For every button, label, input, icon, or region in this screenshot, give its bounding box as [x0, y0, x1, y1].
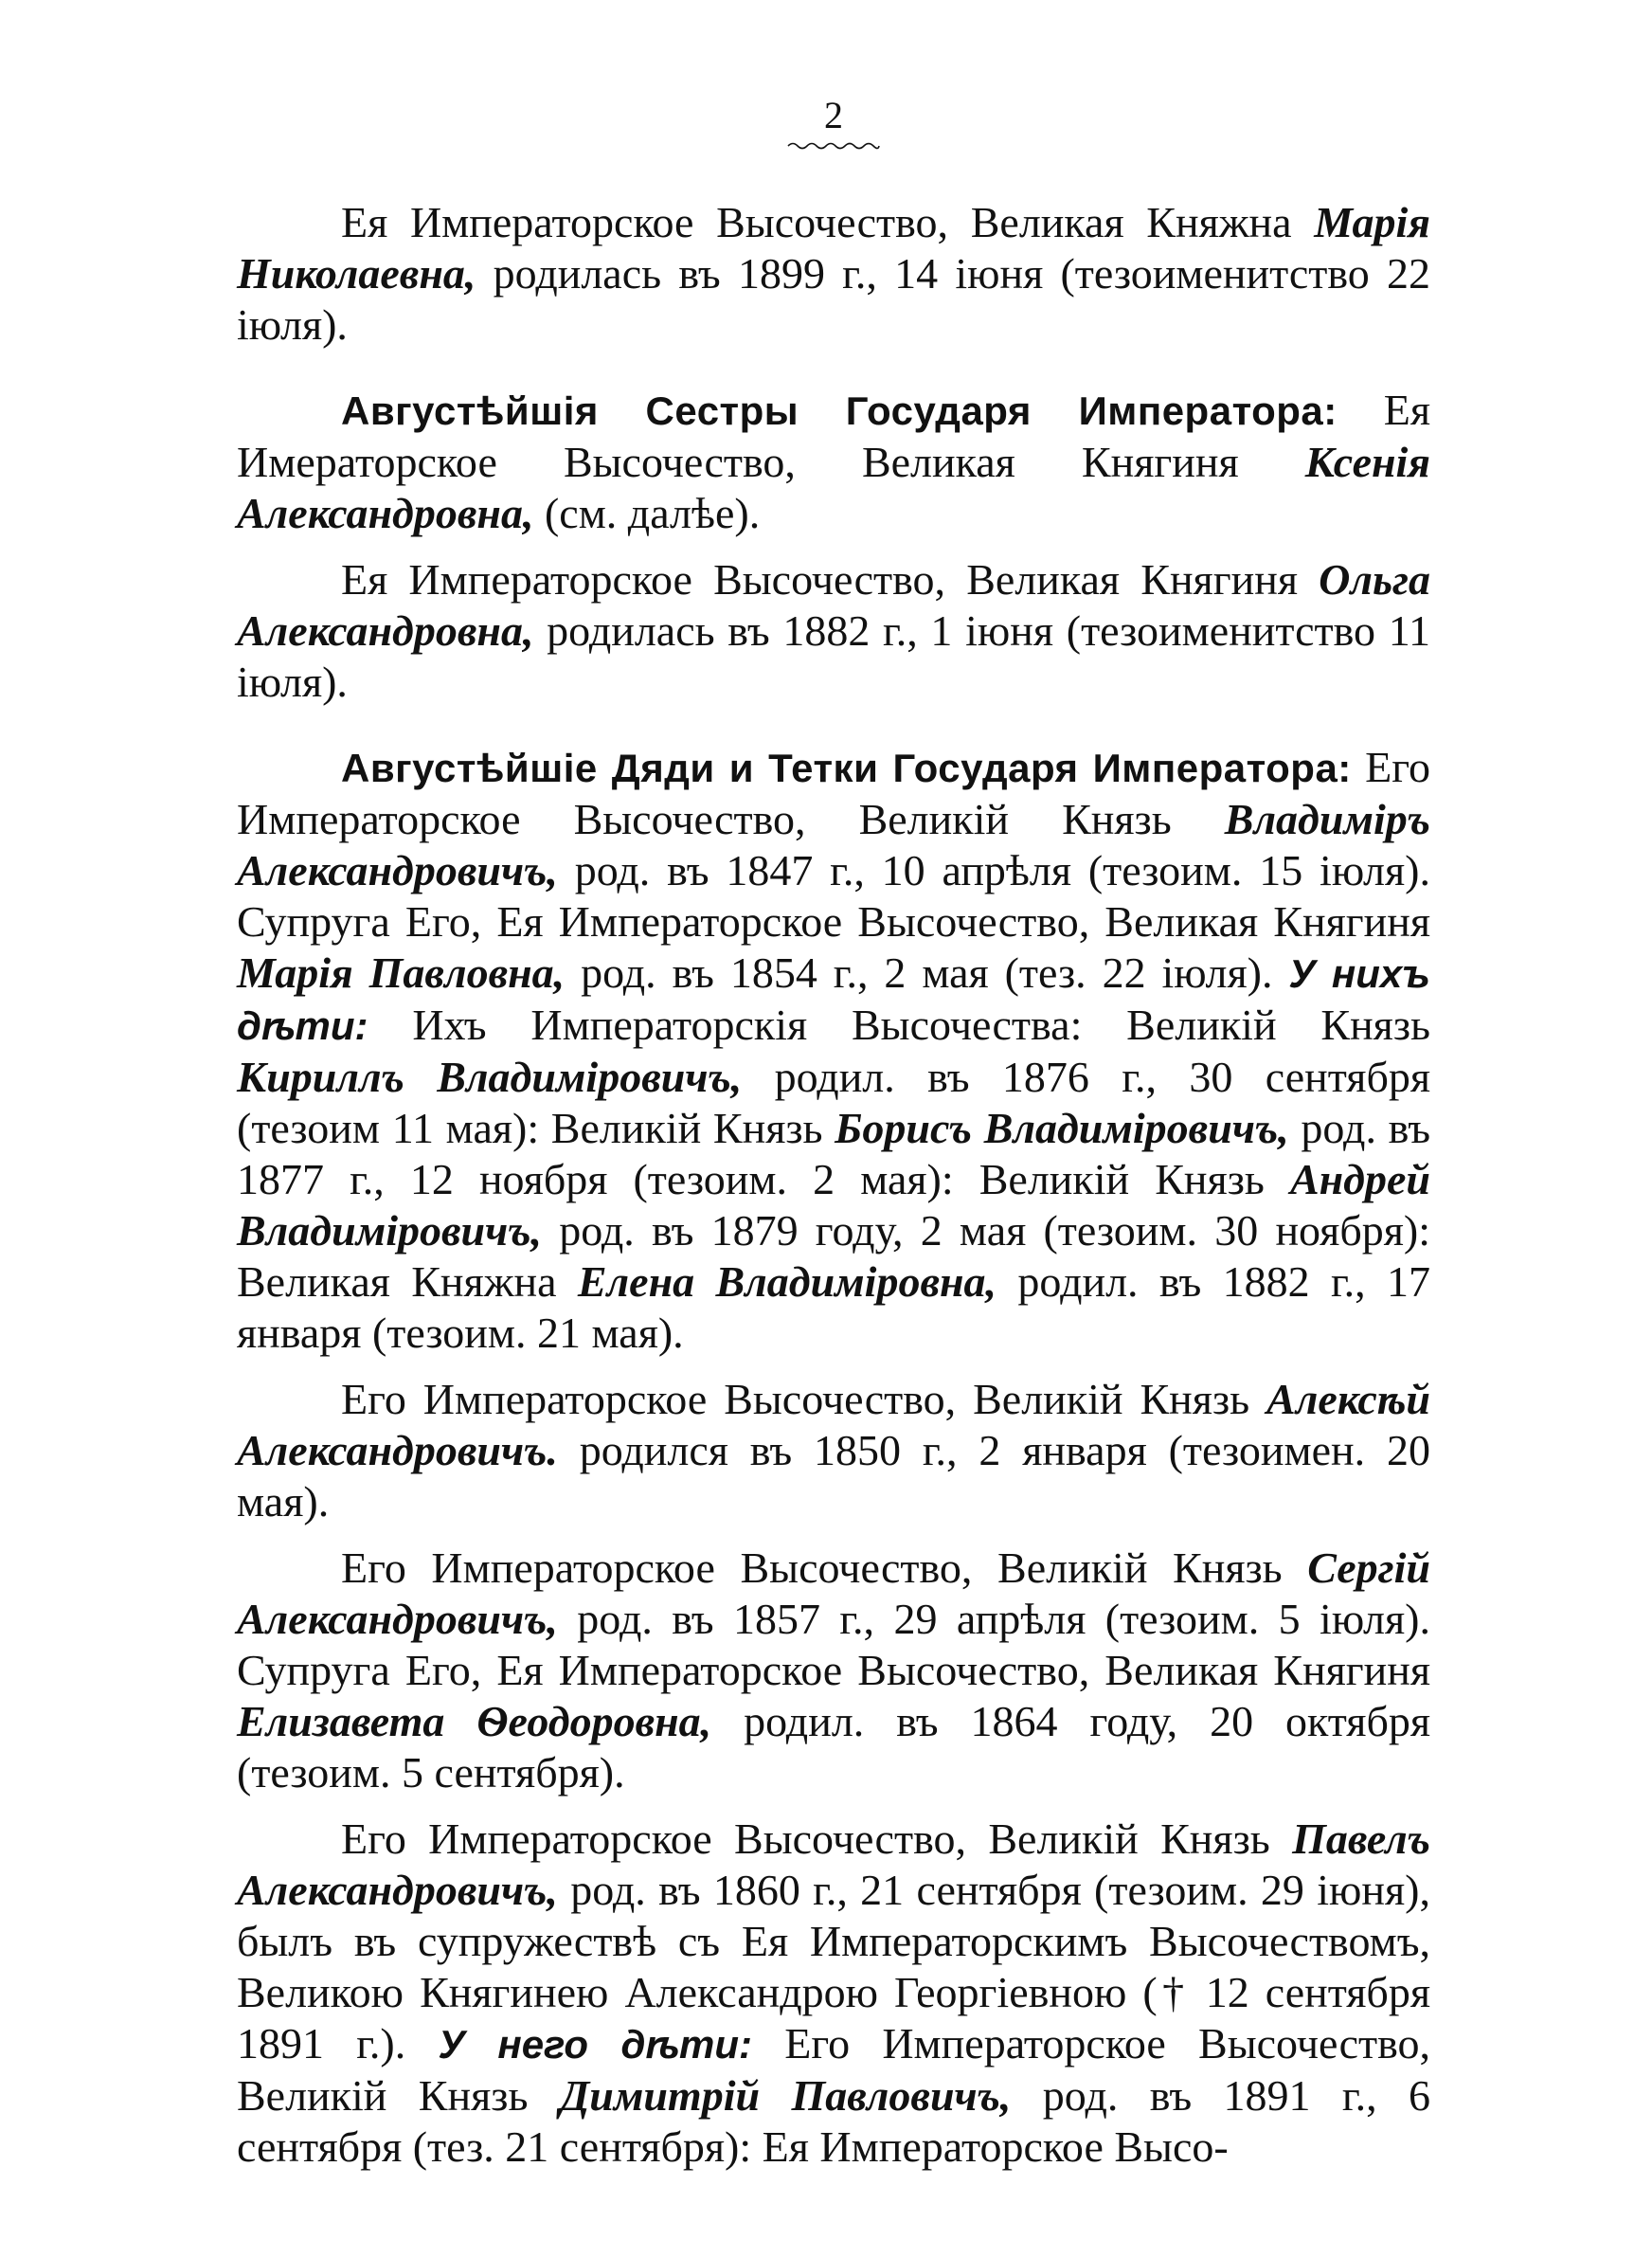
paragraph-text: родился въ 1850 г., 2 января (тезоимен. 20 мая).	[237, 1426, 1430, 1526]
wavy-ornament	[786, 140, 881, 152]
person-name: Павелъ Александровичъ,	[237, 1815, 1430, 1914]
paragraph-text: Ея Императорское Высочество, Великая Княжна	[341, 198, 1315, 246]
paragraph-text: Его Императорское Высочество, Великій Князь	[341, 1375, 1267, 1423]
person-name: Елизавета Ѳеодоровна,	[237, 1697, 712, 1745]
paragraph-text: род. въ 1879 году, 2 мая (тезоим. 30 ноября): Великая Княжна	[237, 1206, 1430, 1306]
paragraph-text: род. въ 1857 г., 29 апрѣля (тезоим. 5 іюля). Супруга Его, Ея Императорское Высочество, Великая Княгиня	[237, 1595, 1430, 1694]
paragraph	[237, 742, 1430, 1359]
paragraph-text: родилась въ 1899 г., 14 іюня (тезоименитство 22 іюля).	[237, 249, 1430, 349]
paragraph	[237, 1374, 1430, 1527]
person-name: Владиміръ Александровичъ,	[237, 795, 1430, 894]
paragraph-text: Ихъ Императорскія Высочества: Великій Князь	[368, 1001, 1430, 1049]
person-name: Андрей Владиміровичъ,	[237, 1155, 1430, 1255]
person-name: Алексѣй Александровичъ.	[237, 1375, 1430, 1474]
person-name: Борисъ Владиміровичъ,	[835, 1104, 1289, 1152]
paragraph-text: Его Императорское Высочество, Великій Князь	[237, 2019, 1430, 2120]
person-name: Ольга Александровна,	[237, 555, 1430, 655]
paragraph	[237, 554, 1430, 708]
paragraph-text: (см. далѣе).	[533, 489, 761, 537]
paragraph-text: род. въ 1847 г., 10 апрѣля (тезоим. 15 іюля). Супруга Его, Ея Императорское Высочество, Великая Княгиня	[237, 846, 1430, 946]
section-heading: Августѣйшія Сестры Государя Императора:	[341, 388, 1338, 433]
paragraph-text: Его Императорское Высочество, Великій Князь	[237, 743, 1430, 843]
paragraph-text: родил. въ 1864 году, 20 октября (тезоим. 5 сентября).	[237, 1697, 1431, 1797]
paragraph-text: род. въ 1877 г., 12 ноября (тезоим. 2 мая): Великій Князь	[237, 1104, 1430, 1203]
paragraph-text: родил. въ 1876 г., 30 сентября (тезоим 11 мая): Великій Князь	[237, 1053, 1431, 1152]
paragraph-text: род. въ 1854 г., 2 мая (тез. 22 іюля).	[565, 948, 1289, 997]
page-number: 2	[824, 94, 843, 136]
person-name: Марія Павловна,	[237, 948, 566, 997]
person-name: Кириллъ Владиміровичъ,	[237, 1053, 743, 1101]
paragraph-text: Его Императорское Высочество, Великій Князь	[341, 1544, 1308, 1592]
children-label: У него дѣти:	[438, 2022, 753, 2067]
document-page	[237, 95, 1430, 2173]
person-name: Елена Владиміровна,	[577, 1257, 997, 1306]
paragraph-text: Его Императорское Высочество, Великій Князь	[341, 1815, 1293, 1863]
person-name: Ксенія Александровна,	[237, 438, 1430, 537]
paragraph-text: род. въ 1860 г., 21 сентября (тезоим. 29 іюня), былъ въ супружествѣ съ Ея Императорскимъ Высочествомъ, Великою Княгинею Александрою Георгіевною († 12 сентября 1891 г.).	[237, 1866, 1430, 2067]
paragraph	[237, 197, 1430, 351]
document-body	[237, 197, 1430, 2173]
section-heading: Августѣйшіе Дяди и Тетки Государя Императора:	[341, 746, 1352, 790]
person-name: Димитрій Павловичъ,	[559, 2071, 1012, 2120]
paragraph-text: Ея Императорское Высочество, Великая Княгиня	[341, 555, 1320, 604]
paragraph-text: род. въ 1891 г., 6 сентября (тез. 21 сентября): Ея Императорское Высо-	[237, 2071, 1430, 2171]
paragraph	[237, 385, 1430, 539]
paragraph-text: родилась въ 1882 г., 1 іюня (тезоименитство 11 іюля).	[237, 606, 1430, 706]
paragraph	[237, 1543, 1430, 1798]
paragraph	[237, 1814, 1430, 2173]
person-name: Марія Николаевна,	[237, 198, 1430, 298]
paragraph-text: родил. въ 1882 г., 17 января (тезоим. 21 мая).	[237, 1257, 1430, 1357]
person-name: Сергій Александровичъ,	[237, 1544, 1430, 1643]
paragraph-text: Ея Имераторское Высочество, Великая Княгиня	[237, 386, 1430, 486]
children-label: У нихъ дѣти:	[237, 951, 1430, 1048]
